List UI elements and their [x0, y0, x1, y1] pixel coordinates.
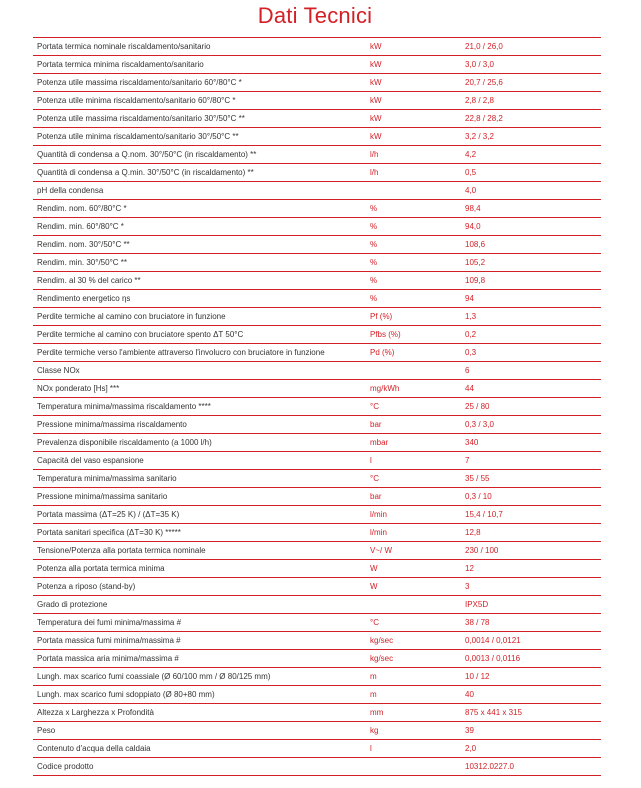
- row-label: Temperatura dei fumi minima/massima #: [37, 618, 182, 627]
- row-label: Temperatura minima/massima sanitario: [37, 474, 177, 483]
- table-row: [33, 487, 601, 505]
- row-value: 0,3: [465, 348, 477, 357]
- row-unit: kW: [370, 132, 382, 141]
- row-unit: %: [370, 204, 378, 213]
- row-value: 98,4: [465, 204, 481, 213]
- row-value: 0,3 / 10: [465, 492, 492, 501]
- row-label: Prevalenza disponibile riscaldamento (a 1000 l/h): [37, 438, 212, 447]
- table-row: [33, 253, 601, 271]
- table-row: [33, 217, 601, 235]
- row-label: Lungh. max scarico fumi coassiale (Ø 60/100 mm / Ø 80/125 mm): [37, 672, 271, 681]
- row-unit: %: [370, 240, 378, 249]
- row-label: Quantità di condensa a Q.min. 30°/50°C (in riscaldamento) **: [37, 168, 254, 177]
- table-row: [33, 73, 601, 91]
- row-unit: W: [370, 564, 378, 573]
- table-row: [33, 181, 601, 199]
- row-unit: °C: [370, 474, 379, 483]
- table-row: [33, 433, 601, 451]
- table-row: [33, 235, 601, 253]
- row-unit: °C: [370, 402, 379, 411]
- table-row: [33, 109, 601, 127]
- row-unit: Pfbs (%): [370, 330, 401, 339]
- row-value: IPX5D: [465, 600, 489, 609]
- row-label: Potenza utile massima riscaldamento/sanitario 30°/50°C **: [37, 114, 245, 123]
- row-value: 40: [465, 690, 474, 699]
- row-value: 0,3 / 3,0: [465, 420, 494, 429]
- row-value: 38 / 78: [465, 618, 490, 627]
- table-row: [33, 721, 601, 739]
- row-label: Classe NOx: [37, 366, 80, 375]
- row-label: pH della condensa: [37, 186, 104, 195]
- row-label: Portata termica nominale riscaldamento/sanitario: [37, 42, 211, 51]
- row-unit: kW: [370, 42, 382, 51]
- row-label: Perdite termiche al camino con bruciatore spento ΔT 50°C: [37, 330, 244, 339]
- table-row: [33, 505, 601, 523]
- row-unit: %: [370, 276, 378, 285]
- row-unit: m: [370, 672, 377, 681]
- row-unit: %: [370, 294, 378, 303]
- table-row: [33, 649, 601, 667]
- table-row: [33, 559, 601, 577]
- row-label: Altezza x Larghezza x Profondità: [37, 708, 154, 717]
- row-value: 20,7 / 25,6: [465, 78, 503, 87]
- row-unit: Pf (%): [370, 312, 393, 321]
- row-unit: [370, 362, 460, 379]
- row-value: 25 / 80: [465, 402, 490, 411]
- row-value: 6: [465, 366, 470, 375]
- table-row: [33, 757, 601, 776]
- table-row: [33, 145, 601, 163]
- table-row: [33, 91, 601, 109]
- row-label: Rendimento energetico ηs: [37, 294, 131, 303]
- table-row: [33, 469, 601, 487]
- table-row: [33, 361, 601, 379]
- row-unit: kW: [370, 96, 382, 105]
- row-label: Pressione minima/massima sanitario: [37, 492, 168, 501]
- table-row: [33, 739, 601, 757]
- row-label: Portata termica minima riscaldamento/sanitario: [37, 60, 204, 69]
- row-value: 2,0: [465, 744, 477, 753]
- row-value: 22,8 / 28,2: [465, 114, 503, 123]
- row-value: 3: [465, 582, 470, 591]
- row-value: 10 / 12: [465, 672, 490, 681]
- row-value: 875 x 441 x 315: [465, 708, 522, 717]
- table-row: [33, 523, 601, 541]
- row-label: Peso: [37, 726, 56, 735]
- table-row: [33, 613, 601, 631]
- table-row: [33, 37, 601, 55]
- table-row: [33, 127, 601, 145]
- row-label: Tensione/Potenza alla portata termica nominale: [37, 546, 206, 555]
- row-value: 39: [465, 726, 474, 735]
- row-unit: mg/kWh: [370, 384, 400, 393]
- row-value: 12: [465, 564, 474, 573]
- row-label: Portata sanitari specifica (ΔT=30 K) *****: [37, 528, 181, 537]
- row-value: 2,8 / 2,8: [465, 96, 494, 105]
- row-unit: kg: [370, 726, 379, 735]
- row-label: Capacità del vaso espansione: [37, 456, 144, 465]
- table-row: [33, 307, 601, 325]
- row-value: 0,2: [465, 330, 477, 339]
- table-row: [33, 379, 601, 397]
- row-label: Quantità di condensa a Q.nom. 30°/50°C (in riscaldamento) **: [37, 150, 257, 159]
- row-unit: mm: [370, 708, 384, 717]
- table-row: [33, 325, 601, 343]
- row-label: Potenza a riposo (stand-by): [37, 582, 136, 591]
- row-label: Portata massica aria minima/massima #: [37, 654, 179, 663]
- row-value: 94: [465, 294, 474, 303]
- row-label: Potenza alla portata termica minima: [37, 564, 165, 573]
- row-label: Pressione minima/massima riscaldamento: [37, 420, 187, 429]
- row-value: 4,2: [465, 150, 477, 159]
- row-value: 3,0 / 3,0: [465, 60, 494, 69]
- row-value: 4,0: [465, 186, 477, 195]
- table-row: [33, 595, 601, 613]
- row-label: Potenza utile massima riscaldamento/sanitario 60°/80°C *: [37, 78, 242, 87]
- table-row: [33, 577, 601, 595]
- row-unit: kg/sec: [370, 636, 394, 645]
- row-unit: kW: [370, 60, 382, 69]
- row-label: Potenza utile minima riscaldamento/sanitario 60°/80°C *: [37, 96, 236, 105]
- row-value: 15,4 / 10,7: [465, 510, 503, 519]
- technical-data-table: [33, 37, 601, 776]
- row-label: Portata massima (ΔT=25 K) / (ΔT=35 K): [37, 510, 180, 519]
- row-value: 340: [465, 438, 479, 447]
- row-unit: V~/ W: [370, 546, 393, 555]
- table-row: [33, 451, 601, 469]
- row-unit: l/h: [370, 150, 379, 159]
- row-value: 105,2: [465, 258, 486, 267]
- row-unit: W: [370, 582, 378, 591]
- table-row: [33, 667, 601, 685]
- row-value: 230 / 100: [465, 546, 499, 555]
- table-row: [33, 397, 601, 415]
- table-row: [33, 541, 601, 559]
- table-row: [33, 685, 601, 703]
- row-value: 12,8: [465, 528, 481, 537]
- row-label: Codice prodotto: [37, 762, 94, 771]
- row-label: Perdite termiche verso l'ambiente attraverso l'involucro con bruciatore in funzione: [37, 348, 325, 357]
- row-value: 0,0013 / 0,0116: [465, 654, 521, 663]
- row-value: 0,0014 / 0,0121: [465, 636, 521, 645]
- row-unit: [370, 596, 460, 613]
- row-value: 3,2 / 3,2: [465, 132, 494, 141]
- row-value: 109,8: [465, 276, 486, 285]
- row-value: 7: [465, 456, 470, 465]
- table-row: [33, 55, 601, 73]
- row-label: Rendim. al 30 % del carico **: [37, 276, 141, 285]
- row-unit: m: [370, 690, 377, 699]
- row-unit: kW: [370, 78, 382, 87]
- row-value: 10312.0227.0: [465, 762, 514, 771]
- row-value: 94,0: [465, 222, 481, 231]
- row-label: Portata massica fumi minima/massima #: [37, 636, 181, 645]
- row-value: 21,0 / 26,0: [465, 42, 503, 51]
- row-label: Potenza utile minima riscaldamento/sanitario 30°/50°C **: [37, 132, 239, 141]
- table-row: [33, 343, 601, 361]
- row-label: Rendim. nom. 60°/80°C *: [37, 204, 127, 213]
- table-row: [33, 163, 601, 181]
- row-value: 1,3: [465, 312, 477, 321]
- row-unit: %: [370, 222, 378, 231]
- table-row: [33, 703, 601, 721]
- row-unit: l/min: [370, 528, 387, 537]
- table-row: [33, 199, 601, 217]
- row-unit: bar: [370, 492, 382, 501]
- row-unit: kg/sec: [370, 654, 394, 663]
- row-label: Perdite termiche al camino con bruciatore in funzione: [37, 312, 226, 321]
- row-label: Contenuto d'acqua della caldaia: [37, 744, 151, 753]
- row-unit: [370, 758, 460, 775]
- row-value: 35 / 55: [465, 474, 490, 483]
- row-label: Grado di protezione: [37, 600, 108, 609]
- row-value: 0,5: [465, 168, 477, 177]
- page-title: Dati Tecnici: [257, 3, 373, 28]
- table-row: [33, 289, 601, 307]
- row-unit: l: [370, 744, 372, 753]
- row-label: Rendim. min. 30°/50°C **: [37, 258, 127, 267]
- row-unit: l: [370, 456, 372, 465]
- table-row: [33, 631, 601, 649]
- row-unit: %: [370, 258, 378, 267]
- row-label: Rendim. nom. 30°/50°C **: [37, 240, 130, 249]
- row-unit: bar: [370, 420, 382, 429]
- row-unit: [370, 182, 460, 199]
- table-row: [33, 415, 601, 433]
- row-unit: kW: [370, 114, 382, 123]
- row-unit: mbar: [370, 438, 389, 447]
- row-unit: l/h: [370, 168, 379, 177]
- row-value: 108,6: [465, 240, 486, 249]
- row-label: NOx ponderato [Hs] ***: [37, 384, 120, 393]
- table-row: [33, 271, 601, 289]
- row-label: Temperatura minima/massima riscaldamento ****: [37, 402, 211, 411]
- row-unit: °C: [370, 618, 379, 627]
- row-label: Lungh. max scarico fumi sdoppiato (Ø 80+80 mm): [37, 690, 215, 699]
- row-unit: Pd (%): [370, 348, 395, 357]
- row-value: 44: [465, 384, 474, 393]
- row-label: Rendim. min. 60°/80°C *: [37, 222, 124, 231]
- row-unit: l/min: [370, 510, 387, 519]
